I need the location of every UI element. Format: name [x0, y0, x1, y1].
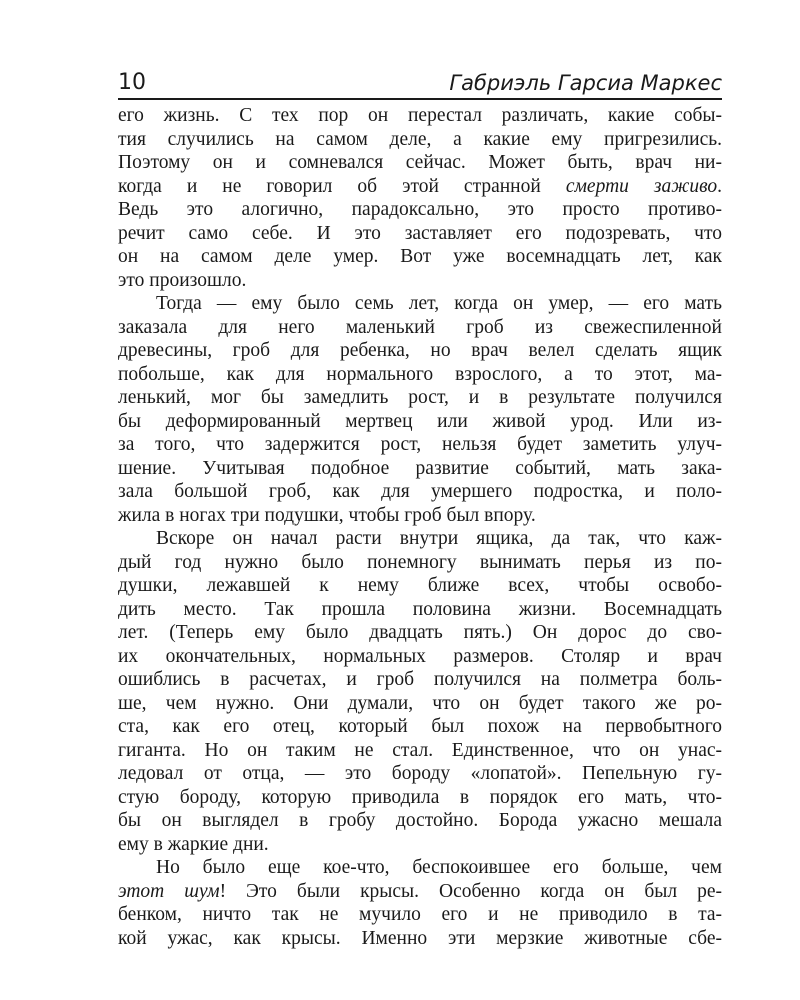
text-run: его жизнь. С тех пор он перестал различать, какие собы-: [118, 105, 722, 126]
italic-phrase: этот шум: [118, 880, 220, 902]
text-run: за того, что задержится рост, нельзя будет заметить улуч-: [118, 434, 722, 455]
text-run: Но было еще кое-что, беспокоившее его больше, чем: [156, 857, 722, 878]
italic-phrase: смерти заживо: [565, 175, 718, 197]
text-line: [118, 269, 722, 293]
text-line: [118, 786, 722, 810]
text-run: шение. Учитывая подобное развитие событий, мать зака-: [118, 457, 722, 479]
text-run: дить место. Так прошла половина жизни. Восемнадцать: [118, 598, 722, 620]
text-run: душки, лежавшей к нему ближе всех, чтобы освобо-: [118, 575, 722, 596]
text-line: [118, 433, 722, 457]
paragraph: [118, 292, 722, 527]
text-run: .: [717, 175, 722, 197]
text-line: [118, 175, 722, 199]
text-line: [118, 927, 722, 951]
header-rule: [118, 98, 722, 100]
text-line: [118, 574, 722, 598]
text-run: их окончательных, нормальных размеров. Столяр и врач: [118, 645, 722, 667]
text-run: бы он выглядел в гробу достойно. Борода ужасно мешала: [118, 810, 722, 831]
text-run: ленький, мог бы замедлить рост, и в результате получился: [118, 387, 722, 408]
text-line: [118, 809, 722, 833]
text-line: [118, 363, 722, 387]
text-line: [118, 668, 722, 692]
text-run: тия случились на самом деле, а какие ему пригрезились.: [118, 128, 722, 150]
text-run: ! Это были крысы. Особенно когда он был ре-: [219, 880, 723, 902]
text-run: дый год нужно было понемногу вынимать перья из по-: [118, 551, 722, 573]
text-run: жила в ногах три подушки, чтобы гроб был впору.: [118, 504, 536, 526]
text-line: [118, 903, 722, 927]
running-head: Габриэль Гарсиа Маркес: [449, 71, 722, 95]
text-run: Тогда — ему было семь лет, когда он умер, — его мать: [156, 293, 722, 314]
text-line: [118, 316, 722, 340]
text-run: он на самом деле умер. Вот уже восемнадцать лет, как: [118, 246, 722, 267]
text-line: [118, 339, 722, 363]
text-run: заказала для него маленький гроб из свежеспиленной: [118, 316, 722, 338]
page-header: [118, 66, 722, 96]
text-line: [118, 551, 722, 575]
text-line: [118, 104, 722, 128]
text-run: ошиблись в расчетах, и гроб получился на полметра боль-: [118, 669, 722, 690]
text-run: ледовал от отца, — это бороду «лопатой». Пепельную гу-: [118, 763, 722, 784]
text-run: побольше, как для нормального взрослого, а то этот, ма-: [118, 363, 722, 385]
text-line: [118, 198, 722, 222]
text-line: [118, 856, 722, 880]
paragraph: [118, 104, 722, 292]
text-line: [118, 715, 722, 739]
text-run: гиганта. Но он таким не стал. Единственное, что он унас-: [118, 739, 722, 761]
text-line: [118, 645, 722, 669]
text-run: лет. (Теперь ему было двадцать пять.) Он дорос до сво-: [118, 622, 722, 643]
text-run: ста, как его отец, который был похож на первобытного: [118, 716, 722, 737]
text-run: древесины, гроб для ребенка, но врач велел сделать ящик: [118, 340, 722, 361]
text-line: [118, 410, 722, 434]
text-line: [118, 833, 722, 857]
text-line: [118, 527, 722, 551]
text-line: [118, 621, 722, 645]
text-line: [118, 692, 722, 716]
text-line: [118, 222, 722, 246]
body-text: [118, 104, 722, 950]
text-line: [118, 480, 722, 504]
text-run: ше, чем нужно. Они думали, что он будет такого же ро-: [118, 692, 722, 714]
text-run: бы деформированный мертвец или живой урод. Или из-: [118, 410, 722, 432]
text-line: [118, 762, 722, 786]
text-run: зала большой гроб, как для умершего подростка, и поло-: [118, 481, 722, 502]
text-run: кой ужас, как крысы. Именно эти мерзкие животные сбе-: [118, 927, 722, 949]
text-run: ему в жаркие дни.: [118, 833, 269, 855]
text-run: стую бороду, которую приводила в порядок его мать, что-: [118, 786, 722, 808]
text-run: речит само себе. И это заставляет его подозревать, что: [118, 222, 722, 244]
text-line: [118, 151, 722, 175]
paragraph: [118, 527, 722, 856]
text-line: [118, 245, 722, 269]
text-line: [118, 292, 722, 316]
text-line: [118, 457, 722, 481]
page-number: 10: [118, 70, 146, 95]
text-run: Поэтому он и сомневался сейчас. Может быть, врач ни-: [118, 152, 722, 173]
text-line: [118, 128, 722, 152]
text-run: бенком, ничто так не мучило его и не приводило в та-: [118, 904, 722, 925]
text-run: это произошло.: [118, 269, 247, 291]
text-line: [118, 598, 722, 622]
paragraph: [118, 856, 722, 950]
text-line: [118, 739, 722, 763]
text-line: [118, 880, 722, 904]
text-line: [118, 386, 722, 410]
text-line: [118, 504, 722, 528]
text-run: Ведь это алогично, парадоксально, это просто противо-: [118, 199, 722, 220]
text-run: Вскоре он начал расти внутри ящика, да так, что каж-: [156, 528, 722, 549]
text-run: когда и не говорил об этой странной: [118, 175, 566, 197]
